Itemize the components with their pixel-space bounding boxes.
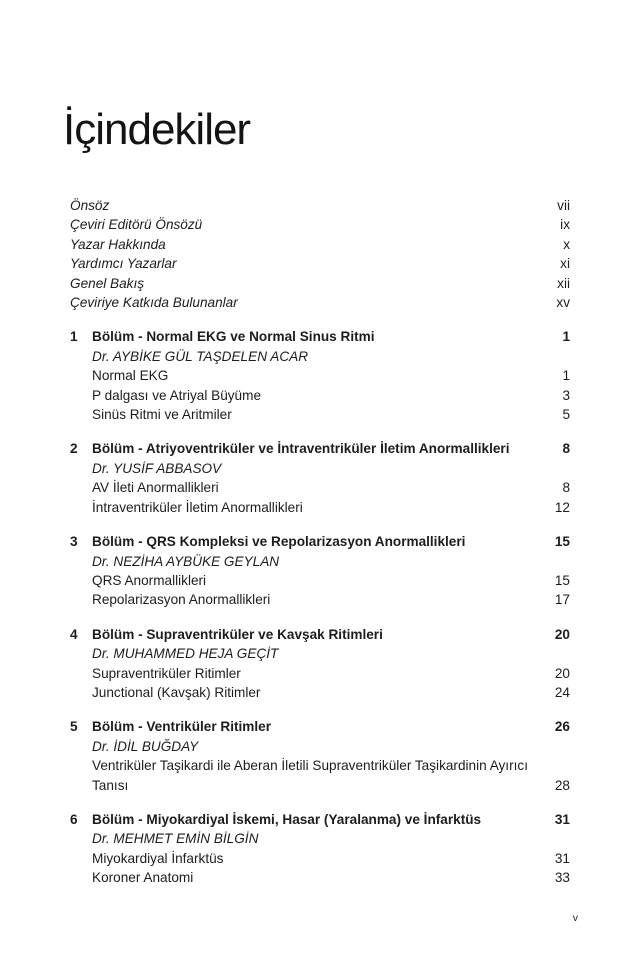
front-matter-page-number: xi (560, 256, 570, 272)
section-title: Sinüs Ritmi ve Aritmiler (92, 407, 232, 423)
section-page-number: 24 (554, 684, 570, 700)
section-row (92, 405, 570, 424)
section-page-number: 8 (562, 480, 570, 496)
front-matter-title: Yazar Hakkında (70, 236, 166, 252)
chapter-page-number: 26 (554, 719, 570, 735)
front-matter-page-number: x (563, 236, 570, 252)
chapter-list (70, 327, 570, 887)
chapter-page-number: 8 (562, 441, 570, 457)
section-row (92, 849, 570, 868)
chapter-author: Dr. MUHAMMED HEJA GEÇİT (92, 646, 279, 662)
front-matter-row (70, 235, 570, 254)
chapter-heading-row (70, 625, 570, 644)
section-row (92, 590, 570, 609)
front-matter-title: Önsöz (70, 198, 110, 213)
front-matter-row (70, 293, 570, 312)
section-title: AV İleti Anormallikleri (92, 480, 219, 496)
section-title: QRS Anormallikleri (92, 572, 207, 588)
chapter-block (70, 717, 570, 795)
front-matter-title: Yardımcı Yazarlar (70, 256, 177, 272)
chapter-author: Dr. İDİL BUĞDAY (92, 738, 199, 754)
section-row (92, 386, 570, 405)
section-title: Normal EKG (92, 368, 169, 384)
chapter-page-number: 31 (554, 811, 570, 827)
page-title: İçindekiler (63, 105, 251, 154)
chapter-author: Dr. YUSİF ABBASOV (92, 460, 222, 476)
section-row (92, 571, 570, 590)
section-row (92, 366, 570, 385)
section-title: Koroner Anatomi (92, 870, 194, 886)
chapter-author: Dr. MEHMET EMİN BİLGİN (92, 831, 259, 847)
section-row (92, 664, 570, 683)
section-row (92, 478, 570, 497)
chapter-title: Bölüm - Normal EKG ve Normal Sinus Ritmi (92, 329, 375, 345)
chapter-title: Bölüm - Miyokardiyal İskemi, Hasar (Yaralanma) ve İnfarktüs (92, 811, 482, 827)
front-matter-title: Çeviriye Katkıda Bulunanlar (70, 295, 238, 311)
front-matter-page-number: xii (557, 275, 570, 291)
chapter-heading-row (70, 532, 570, 551)
chapter-title: Bölüm - QRS Kompleksi ve Repolarizasyon Anormallikleri (92, 534, 466, 550)
front-matter-page-number: xv (556, 295, 570, 311)
chapter-number: 5 (70, 719, 78, 735)
chapter-block (70, 327, 570, 424)
chapter-title: Bölüm - Supraventriküler ve Kavşak Ritimleri (92, 626, 383, 642)
front-matter-row (70, 254, 570, 273)
front-matter-row (70, 215, 570, 234)
section-page-number: 20 (554, 665, 570, 681)
chapter-heading-row (70, 717, 570, 736)
section-page-number: 3 (562, 387, 570, 403)
front-matter-title: Çeviri Editörü Önsözü (70, 217, 203, 233)
front-matter-page-number: vii (557, 198, 570, 213)
chapter-author: Dr. NEZİHA AYBÜKE GEYLAN (92, 553, 280, 569)
chapter-number: 4 (70, 626, 78, 642)
section-page-number: 15 (554, 572, 570, 588)
front-matter-list (70, 196, 570, 312)
section-title: Ventriküler Taşikardi ile Aberan İletili Supraventriküler Taşikardinin Ayırıcı Tanısı (92, 758, 528, 793)
chapter-number: 3 (70, 534, 78, 550)
chapter-page-number: 1 (562, 329, 570, 345)
section-page-number: 12 (554, 499, 570, 515)
section-row (92, 868, 570, 887)
section-page-number: 31 (554, 850, 570, 866)
chapter-heading-row (70, 439, 570, 458)
chapter-title: Bölüm - Ventriküler Ritimler (92, 719, 272, 735)
chapter-heading-row (70, 810, 570, 829)
section-title: Miyokardiyal İnfarktüs (92, 850, 224, 866)
chapter-number: 1 (70, 329, 78, 345)
section-title: Supraventriküler Ritimler (92, 665, 241, 681)
chapter-page-number: 20 (554, 626, 570, 642)
section-page-number: 28 (554, 777, 570, 793)
section-page-number: 5 (562, 407, 570, 423)
chapter-block (70, 810, 570, 888)
chapter-block (70, 625, 570, 703)
section-page-number: 1 (562, 368, 570, 384)
chapter-title: Bölüm - Atriyoventriküler ve İntraventriküler İletim Anormallikleri (92, 441, 510, 457)
section-page-number: 17 (554, 592, 570, 608)
section-page-number: 33 (554, 870, 570, 886)
front-matter-row (70, 196, 570, 215)
section-row (92, 498, 570, 517)
section-row (92, 683, 570, 702)
section-row (92, 756, 570, 795)
section-title: İntraventriküler İletim Anormallikleri (92, 499, 303, 515)
chapter-block (70, 439, 570, 517)
front-matter-page-number: ix (560, 217, 570, 233)
chapter-page-number: 15 (554, 534, 570, 550)
section-title: Repolarizasyon Anormallikleri (92, 592, 271, 608)
chapter-author: Dr. AYBİKE GÜL TAŞDELEN ACAR (92, 348, 309, 364)
front-matter-title: Genel Bakış (70, 275, 145, 291)
chapter-number: 6 (70, 811, 78, 827)
folio-page-number: v (572, 912, 578, 924)
chapter-block (70, 532, 570, 610)
section-title: Junctional (Kavşak) Ritimler (92, 684, 261, 700)
section-title: P dalgası ve Atriyal Büyüme (92, 387, 262, 403)
chapter-number: 2 (70, 441, 78, 457)
chapter-heading-row (70, 327, 570, 346)
front-matter-row (70, 274, 570, 293)
